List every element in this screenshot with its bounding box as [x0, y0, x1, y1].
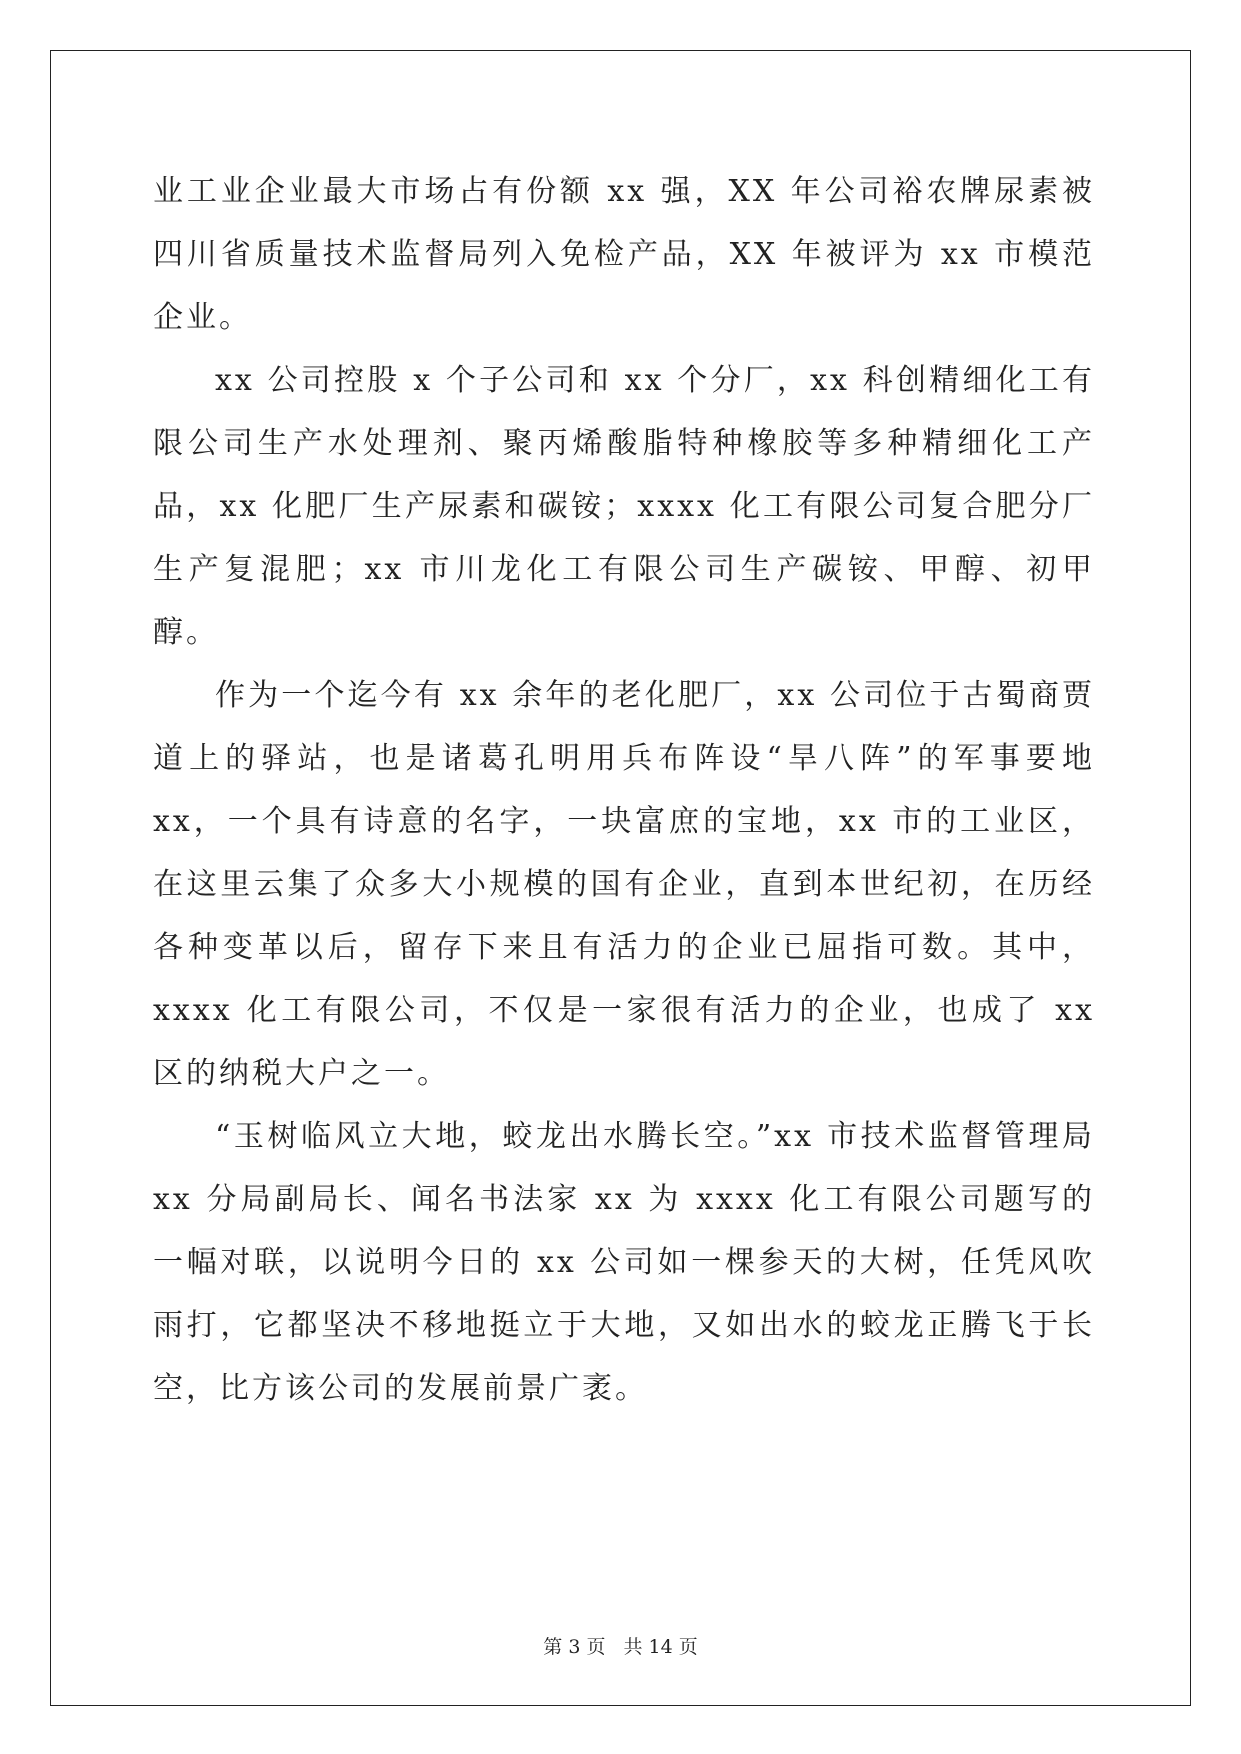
page-total: 共 14 页 — [623, 1636, 698, 1658]
document-body — [153, 160, 1095, 1420]
page-number: 第 3 页 — [543, 1636, 606, 1658]
paragraph: “玉树临风立大地，蛟龙出水腾长空。”xx 市技术监督管理局 xx 分局副局长、闻名书法家 xx 为 xxxx 化工有限公司题写的一幅对联，以说明今日的 xx 公司如一棵参天的大树，任凭风吹雨打，它都坚决不移地挺立于大地，又如出水的蛟龙正腾飞于长空，比方该公司的发展前景广袤。 — [153, 1119, 1095, 1406]
paragraph: 作为一个迄今有 xx 余年的老化肥厂，xx 公司位于古蜀商贾道上的驿站，也是诸葛孔明用兵布阵设“旱八阵”的军事要地 xx，一个具有诗意的名字，一块富庶的宝地，xx 市的工业区，在这里云集了众多大小规模的国有企业，直到本世纪初，在历经各种变革以后，留存下来且有活力的企业已屈指可数。其中，xxxx 化工有限公司，不仅是一家很有活力的企业，也成了 xx 区的纳税大户之一。 — [153, 678, 1095, 1091]
paragraph: 业工业企业最大市场占有份额 xx 强，XX 年公司裕农牌尿素被四川省质量技术监督局列入免检产品，XX 年被评为 xx 市模范企业。 — [153, 174, 1095, 335]
paragraph: xx 公司控股 x 个子公司和 xx 个分厂，xx 科创精细化工有限公司生产水处理剂、聚丙烯酸脂特种橡胶等多种精细化工产品，xx 化肥厂生产尿素和碳铵；xxxx 化工有限公司复合肥分厂生产复混肥；xx 市川龙化工有限公司生产碳铵、甲醇、初甲醇。 — [153, 363, 1095, 650]
page-footer — [0, 1632, 1241, 1659]
